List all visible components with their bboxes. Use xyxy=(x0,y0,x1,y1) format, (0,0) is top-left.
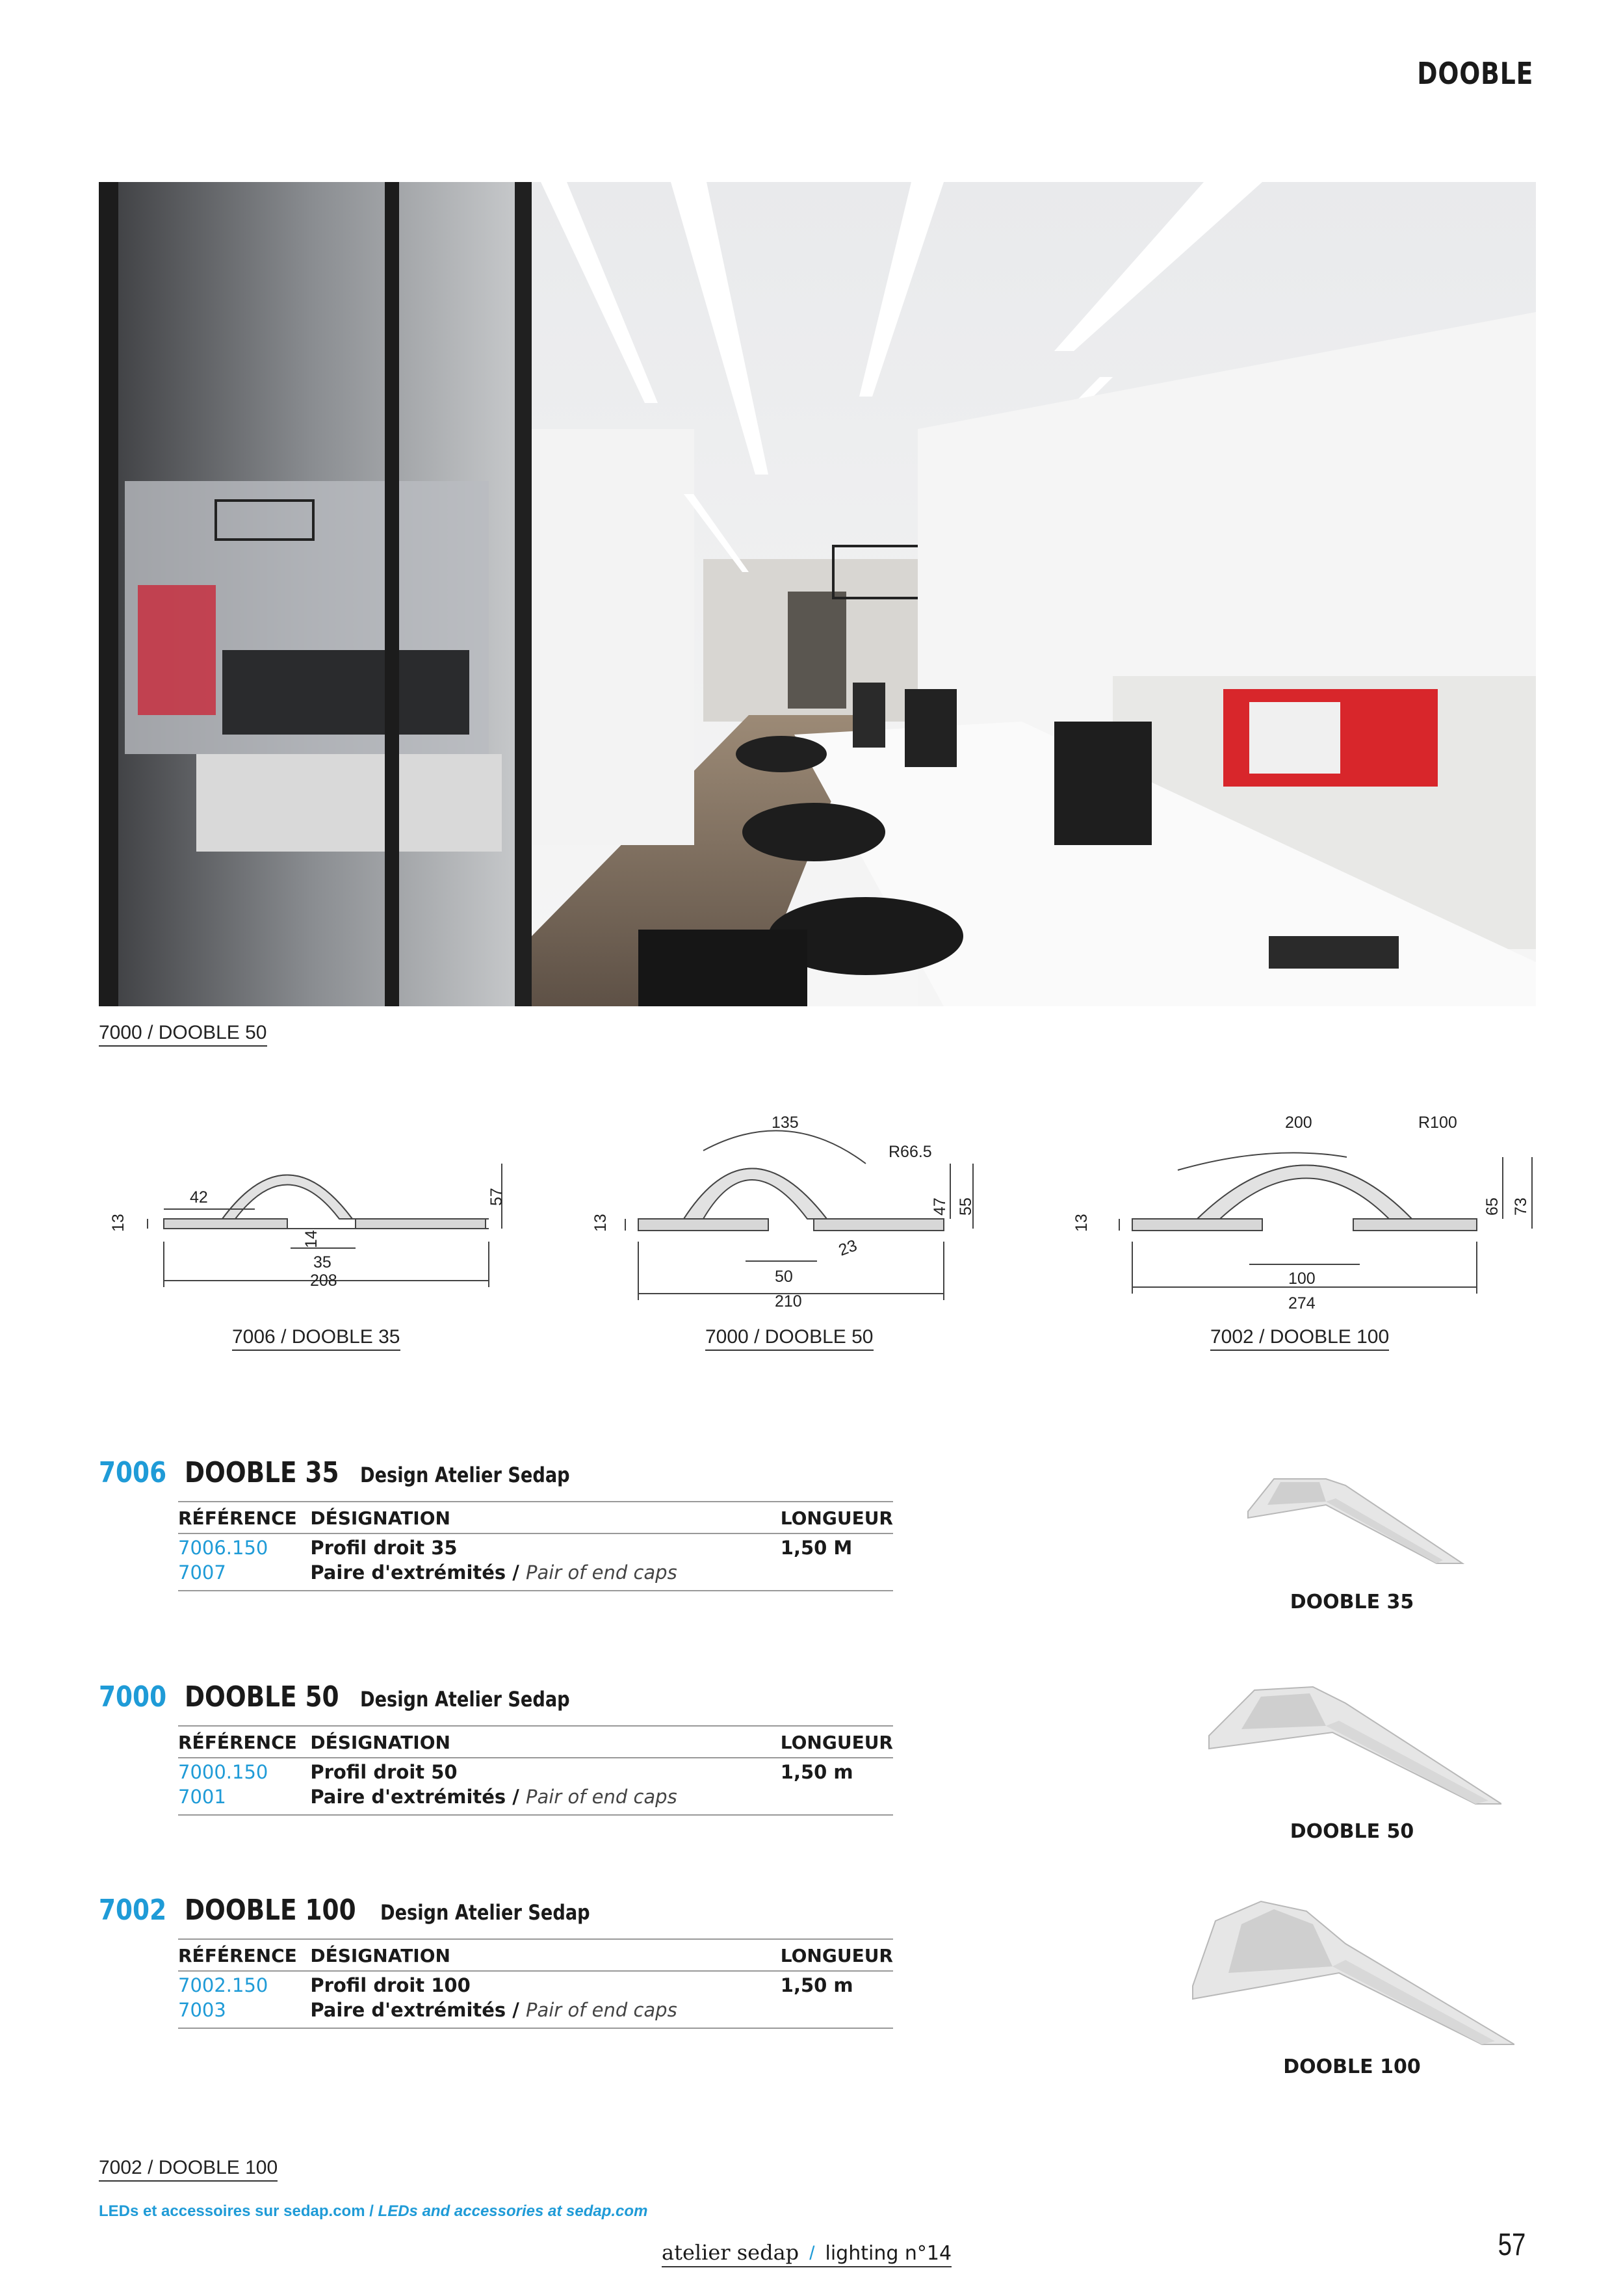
row-ref: 7007 xyxy=(178,1559,310,1591)
hero-caption: 7000 / DOOBLE 50 xyxy=(99,1022,267,1047)
page-number: 57 xyxy=(1498,2228,1526,2262)
dim-label: 23 xyxy=(836,1236,860,1260)
thumbnail-label: DOOBLE 50 xyxy=(1290,1820,1414,1843)
footer-note: LEDs et accessoires sur sedap.com / LEDs and accessories at sedap.com xyxy=(99,2202,648,2220)
row-designation: Paire d'extrémités / Pair of end caps xyxy=(310,1996,780,2028)
header-ref: RÉFÉRENCE xyxy=(178,1726,310,1758)
row-ref: 7000.150 xyxy=(178,1761,268,1783)
header-ref: RÉFÉRENCE xyxy=(178,1502,310,1533)
product-thumbnail xyxy=(1222,1466,1482,1583)
header-length: LONGUEUR xyxy=(781,1726,893,1758)
row-designation: Paire d'extrémités / Pair of end caps xyxy=(310,1559,780,1591)
page-title: DOOBLE xyxy=(1417,56,1533,91)
thumbnail-label: DOOBLE 100 xyxy=(1283,2055,1421,2078)
row-designation: Profil droit 100 xyxy=(310,1974,471,1996)
dim-label: 13 xyxy=(591,1214,610,1232)
brand-name: atelier sedap xyxy=(662,2240,799,2265)
dim-label: 47 xyxy=(931,1197,949,1216)
row-ref: 7002.150 xyxy=(178,1974,268,1996)
product-designer: Design Atelier Sedap xyxy=(359,1463,570,1487)
header-length: LONGUEUR xyxy=(781,1939,893,1971)
header-length: LONGUEUR xyxy=(781,1502,893,1533)
dim-label: 50 xyxy=(775,1268,793,1286)
header-designation: DÉSIGNATION xyxy=(310,1939,780,1971)
dim-label: 35 xyxy=(313,1253,331,1272)
drawing-caption: 7002 / DOOBLE 100 xyxy=(1210,1326,1389,1351)
dim-label: 100 xyxy=(1288,1270,1316,1288)
header-ref: RÉFÉRENCE xyxy=(178,1939,310,1971)
row-ref: 7003 xyxy=(178,1996,310,2028)
dim-label: 13 xyxy=(1072,1214,1091,1232)
hero-photo xyxy=(99,182,1536,1006)
footer-brand xyxy=(662,2240,952,2267)
dim-label: 65 xyxy=(1483,1197,1501,1216)
table-row xyxy=(178,1559,893,1591)
row-length: 1,50 M xyxy=(780,1537,853,1559)
product-thumbnail xyxy=(1202,1674,1501,1810)
dim-label: 208 xyxy=(310,1272,337,1290)
row-designation: Paire d'extrémités / Pair of end caps xyxy=(310,1783,780,1815)
dim-label: 274 xyxy=(1288,1294,1316,1312)
table-row xyxy=(178,1758,893,1783)
drawing-caption: 7006 / DOOBLE 35 xyxy=(232,1326,400,1351)
drawing-caption: 7000 / DOOBLE 50 xyxy=(705,1326,874,1351)
product-section xyxy=(99,1680,893,1816)
spec-table xyxy=(178,1501,893,1591)
dim-label: 57 xyxy=(487,1188,506,1206)
product-designer: Design Atelier Sedap xyxy=(359,1687,570,1712)
table-row xyxy=(178,1996,893,2028)
footer-caption: 7002 / DOOBLE 100 xyxy=(99,2157,278,2182)
row-length: 1,50 m xyxy=(780,1761,853,1783)
dim-label: 13 xyxy=(109,1214,127,1232)
row-designation: Profil droit 50 xyxy=(310,1761,458,1783)
row-length: 1,50 m xyxy=(780,1974,853,1996)
row-ref: 7001 xyxy=(178,1783,310,1815)
brand-separator: / xyxy=(809,2243,815,2264)
product-code: 7002 xyxy=(99,1894,167,1927)
dimension-drawings xyxy=(99,1092,1568,1326)
product-name: DOOBLE 50 xyxy=(185,1680,340,1714)
product-name: DOOBLE 35 xyxy=(185,1456,340,1489)
header-designation: DÉSIGNATION xyxy=(310,1502,780,1533)
row-length xyxy=(781,1559,893,1591)
product-thumbnail xyxy=(1189,1895,1514,2051)
dim-label: R66.5 xyxy=(889,1143,932,1161)
row-length xyxy=(781,1996,893,2028)
dim-label: 210 xyxy=(775,1292,802,1311)
dim-label: 135 xyxy=(772,1114,799,1132)
thumbnail-label: DOOBLE 35 xyxy=(1290,1591,1414,1613)
dim-label: 73 xyxy=(1512,1197,1530,1216)
product-code: 7006 xyxy=(99,1456,167,1489)
dim-label: 55 xyxy=(957,1197,975,1216)
product-name: DOOBLE 100 xyxy=(185,1894,357,1927)
product-section xyxy=(99,1894,893,2029)
row-length xyxy=(781,1783,893,1815)
spec-table xyxy=(178,1938,893,2029)
row-ref: 7006.150 xyxy=(178,1537,268,1559)
table-row xyxy=(178,1971,893,1996)
product-section xyxy=(99,1456,893,1591)
dim-label: 200 xyxy=(1285,1114,1312,1132)
dim-label: 14 xyxy=(302,1230,320,1248)
header-designation: DÉSIGNATION xyxy=(310,1726,780,1758)
table-row xyxy=(178,1533,893,1559)
dim-label: R100 xyxy=(1418,1114,1457,1132)
dim-label: 42 xyxy=(190,1188,208,1207)
row-designation: Profil droit 35 xyxy=(310,1537,458,1559)
product-designer: Design Atelier Sedap xyxy=(380,1900,590,1925)
spec-table xyxy=(178,1725,893,1816)
issue-label: lighting n°14 xyxy=(825,2242,952,2265)
product-code: 7000 xyxy=(99,1680,167,1714)
table-row xyxy=(178,1783,893,1815)
